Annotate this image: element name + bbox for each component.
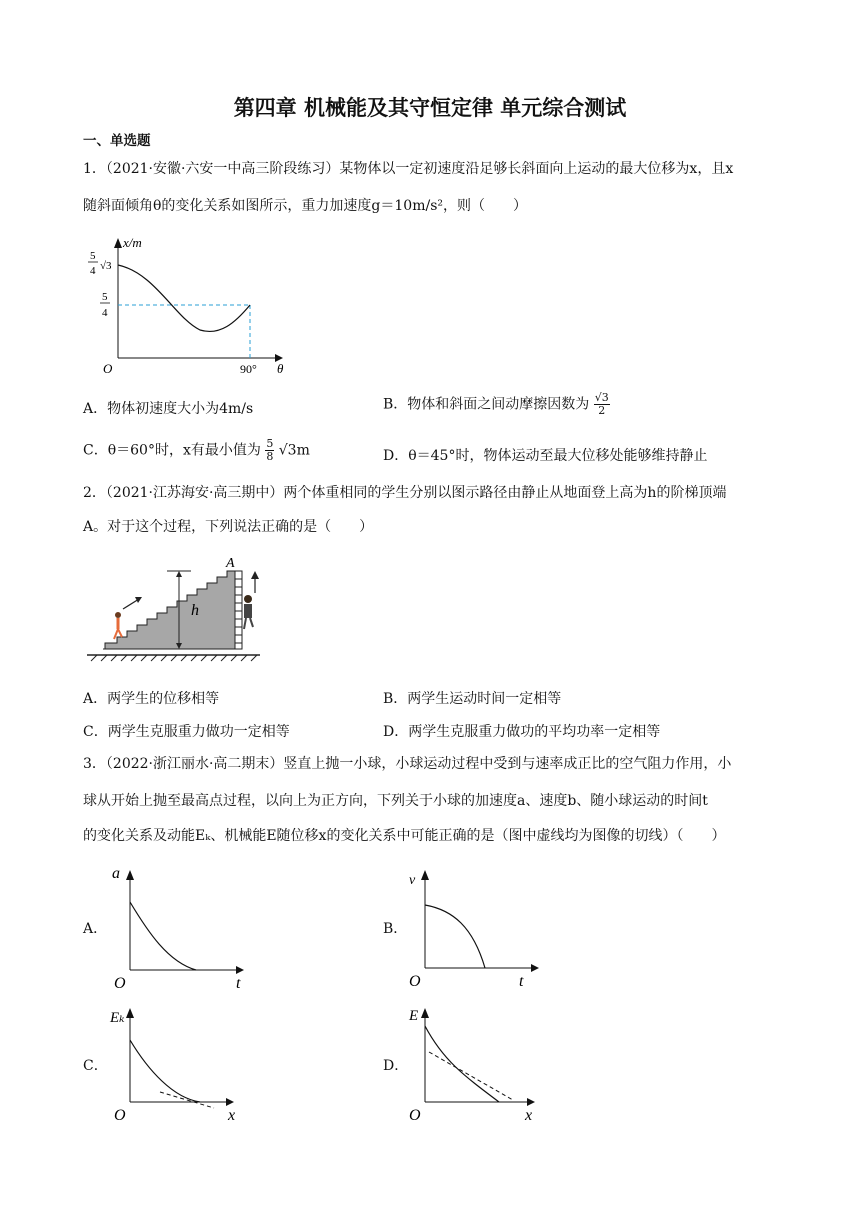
q3-b-xlabel: t	[519, 973, 524, 990]
q2-ground-hatching	[91, 655, 257, 661]
q1-option-c-unit: √3m	[278, 442, 310, 459]
q1-option-c-text: C．θ＝60°时，x有最小值为	[83, 442, 261, 459]
q1-option-b[interactable]	[383, 392, 610, 417]
q3-option-b-label[interactable]: B．	[383, 921, 408, 937]
q1-stem-line2: 随斜面倾角θ的变化关系如图所示，重力加速度g＝10m/s²，则（ ）	[83, 198, 527, 214]
q3-graph-a	[108, 862, 258, 992]
q3-option-d-label[interactable]: D．	[383, 1058, 409, 1074]
q3-option-c-label[interactable]: C．	[83, 1058, 108, 1074]
q3-curve-b	[425, 905, 485, 968]
q3-graph-b	[403, 862, 553, 992]
q3-stem-line3: 的变化关系及动能Eₖ、机械能E随位移x的变化关系中可能正确的是（图中虚线均为图像的切线）（ ）	[83, 828, 726, 844]
q1-option-b-text: B．物体和斜面之间动摩擦因数为	[383, 396, 590, 413]
q1-ymid-num: 5	[102, 291, 108, 303]
q3-curve-a	[130, 902, 196, 970]
q1-ymid-den: 4	[102, 307, 108, 319]
q3-d-origin: O	[409, 1107, 421, 1124]
q1-option-d[interactable]: D．θ＝45°时，物体运动至最大位移处能够维持静止	[383, 448, 708, 464]
q1-xlabel: θ	[277, 361, 284, 376]
q1-y-arrow	[114, 238, 122, 248]
q1-ytop-den: 4	[90, 265, 96, 277]
q1-origin: O	[103, 361, 113, 376]
q3-d-ylabel: E	[409, 1008, 419, 1024]
q1-stem-line1: 1．（2021·安徽·六安一中高三阶段练习）某物体以一定初速度沿足够长斜面向上运动的最大位移为x，且x	[83, 161, 734, 177]
q3-option-a-label[interactable]: A．	[83, 921, 108, 937]
q3-a-origin: O	[114, 975, 126, 992]
q3-d-xlabel: x	[525, 1107, 533, 1124]
q2-label-a: A	[226, 556, 235, 571]
section-heading: 一、单选题	[83, 133, 151, 149]
q1-ytop-num: 5	[90, 250, 96, 262]
q3-c-origin: O	[114, 1107, 126, 1124]
q2-option-c[interactable]: C．两学生克服重力做功一定相等	[83, 724, 290, 740]
q3-b-ylabel: v	[409, 873, 416, 888]
q1-option-c[interactable]	[83, 438, 310, 463]
q1-option-a[interactable]: A．物体初速度大小为4m/s	[83, 401, 254, 417]
q3-curve-c	[130, 1040, 200, 1102]
q2-option-b[interactable]: B．两学生运动时间一定相等	[383, 691, 562, 707]
q2-stairs-figure	[85, 553, 265, 665]
q1-ytop-root: √3	[100, 260, 112, 272]
page-title: 第四章 机械能及其守恒定律 单元综合测试	[233, 96, 627, 120]
q1-option-c-fraction: $\frac{5}{8}$	[266, 437, 274, 463]
q3-curve-d	[425, 1026, 499, 1102]
q3-a-ylabel: a	[112, 865, 120, 882]
q2-staircase	[105, 571, 235, 649]
q2-label-h: h	[191, 602, 199, 619]
q3-a-xlabel: t	[236, 975, 241, 992]
q3-c-ylabel: Eₖ	[110, 1010, 125, 1026]
q3-stem-line2: 球从开始上抛至最高点过程，以向上为正方向，下列关于小球的加速度a、速度b、随小球运动的时间t	[83, 793, 708, 809]
q1-curve	[118, 265, 250, 331]
q3-tangent-c	[160, 1092, 214, 1108]
q1-option-b-fraction: $\frac{√3}{2}$	[594, 391, 609, 417]
q3-graph-c	[108, 1000, 258, 1125]
q2-student-ladder	[244, 595, 253, 629]
q1-ylabel: x/m	[123, 235, 142, 250]
q2-option-d[interactable]: D．两学生克服重力做功的平均功率一定相等	[383, 724, 661, 740]
q3-tangent-d	[429, 1052, 513, 1100]
q1-xtick-90: 90°	[240, 362, 257, 376]
q2-stem-line1: 2．（2021·江苏海安·高三期中）两个体重相同的学生分别以图示路径由静止从地面登上高为h的阶梯顶端	[83, 485, 727, 501]
q3-b-origin: O	[409, 973, 421, 990]
q2-student-stairs	[114, 612, 122, 639]
q2-stem-line2: A。对于这个过程，下列说法正确的是（ ）	[83, 519, 374, 535]
q2-option-a[interactable]: A．两学生的位移相等	[83, 691, 220, 707]
q3-c-xlabel: x	[228, 1107, 236, 1124]
q2-ladder-wall	[235, 571, 242, 649]
q1-graph	[85, 228, 295, 378]
q3-stem-line1: 3．（2022·浙江丽水·高二期末）竖直上抛一小球，小球运动过程中受到与速率成正比的空气阻力作用，小	[83, 756, 732, 772]
q2-stair-arrow	[123, 599, 139, 609]
q3-graph-d	[403, 1000, 553, 1125]
